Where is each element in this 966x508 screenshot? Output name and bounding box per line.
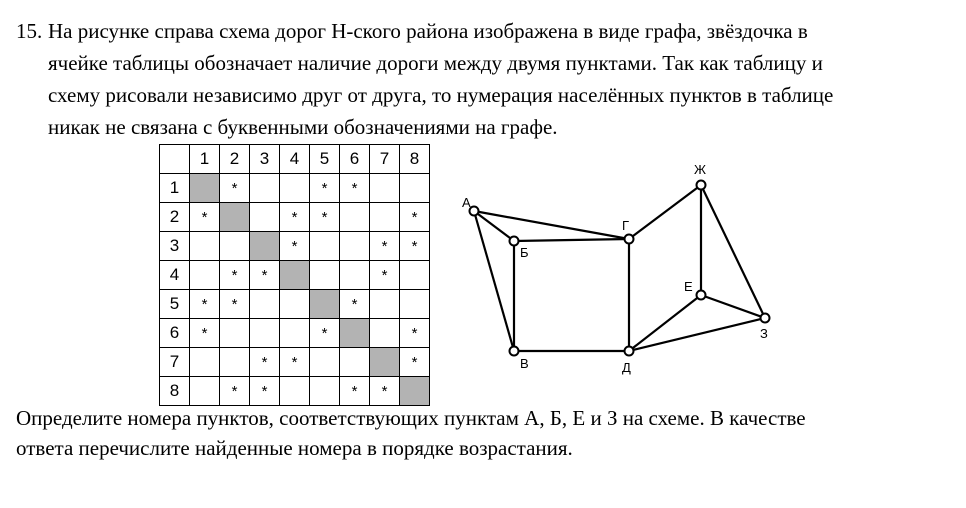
table-row bbox=[160, 232, 430, 261]
table-column-header: 1 bbox=[190, 145, 220, 174]
table-cell: * bbox=[400, 319, 430, 348]
table-cell bbox=[400, 290, 430, 319]
table-row-header: 5 bbox=[160, 290, 190, 319]
table-cell bbox=[340, 203, 370, 232]
table-cell bbox=[340, 348, 370, 377]
graph-node bbox=[470, 207, 479, 216]
table-row bbox=[160, 319, 430, 348]
table-cell: * bbox=[190, 290, 220, 319]
graph-node bbox=[510, 237, 519, 246]
table-cell: * bbox=[310, 319, 340, 348]
table-diagonal-cell bbox=[370, 348, 400, 377]
table-cell bbox=[340, 232, 370, 261]
table-diagonal-cell bbox=[310, 290, 340, 319]
table-cell bbox=[370, 290, 400, 319]
table-cell bbox=[310, 348, 340, 377]
task-paragraph bbox=[48, 15, 908, 143]
table-cell: * bbox=[370, 261, 400, 290]
table-cell bbox=[190, 232, 220, 261]
graph-node-label: З bbox=[760, 326, 768, 341]
road-graph bbox=[440, 150, 780, 390]
graph-edge bbox=[514, 239, 629, 241]
table-cell bbox=[340, 261, 370, 290]
table-cell bbox=[250, 319, 280, 348]
table-cell: * bbox=[190, 319, 220, 348]
table-cell: * bbox=[250, 261, 280, 290]
table-cell bbox=[400, 174, 430, 203]
table-cell bbox=[280, 319, 310, 348]
table-cell bbox=[250, 174, 280, 203]
table-row bbox=[160, 174, 430, 203]
table-cell: * bbox=[340, 290, 370, 319]
table-diagonal-cell bbox=[400, 377, 430, 406]
graph-node-label: Д bbox=[622, 360, 631, 375]
table-row bbox=[160, 261, 430, 290]
table-cell: * bbox=[220, 377, 250, 406]
table-cell bbox=[220, 232, 250, 261]
task-line: На рисунке справа схема дорог Н-ского района изображена в виде графа, звёздочка в bbox=[48, 19, 808, 43]
graph-node bbox=[625, 347, 634, 356]
table-row bbox=[160, 203, 430, 232]
graph-edge bbox=[474, 211, 514, 351]
table-cell: * bbox=[280, 348, 310, 377]
table-column-header: 2 bbox=[220, 145, 250, 174]
table-cell: * bbox=[250, 348, 280, 377]
table-cell: * bbox=[220, 174, 250, 203]
table-row-header: 6 bbox=[160, 319, 190, 348]
table-cell: * bbox=[400, 348, 430, 377]
table-cell: * bbox=[220, 290, 250, 319]
graph-node-label: Б bbox=[520, 245, 529, 260]
table-column-header: 3 bbox=[250, 145, 280, 174]
table-cell bbox=[310, 232, 340, 261]
table-diagonal-cell bbox=[190, 174, 220, 203]
table-cell: * bbox=[370, 232, 400, 261]
table-row bbox=[160, 290, 430, 319]
table-cell bbox=[220, 348, 250, 377]
table-row bbox=[160, 348, 430, 377]
table-column-header: 6 bbox=[340, 145, 370, 174]
table-row-header: 3 bbox=[160, 232, 190, 261]
table-diagonal-cell bbox=[340, 319, 370, 348]
table-cell: * bbox=[340, 174, 370, 203]
table-cell bbox=[250, 290, 280, 319]
table-column-header: 4 bbox=[280, 145, 310, 174]
table-cell bbox=[190, 348, 220, 377]
table-cell bbox=[190, 261, 220, 290]
table-cell bbox=[220, 319, 250, 348]
table-diagonal-cell bbox=[220, 203, 250, 232]
table-cell: * bbox=[190, 203, 220, 232]
table-column-header: 5 bbox=[310, 145, 340, 174]
graph-node-label: В bbox=[520, 356, 529, 371]
graph-node-label: А bbox=[462, 195, 471, 210]
graph-node bbox=[625, 235, 634, 244]
table-cell bbox=[310, 261, 340, 290]
table-cell: * bbox=[310, 174, 340, 203]
table-corner-cell bbox=[160, 145, 190, 174]
table-diagonal-cell bbox=[250, 232, 280, 261]
table-cell bbox=[370, 319, 400, 348]
table-column-header: 7 bbox=[370, 145, 400, 174]
graph-node-label: Е bbox=[684, 279, 693, 294]
table-cell bbox=[310, 377, 340, 406]
table-cell bbox=[250, 203, 280, 232]
table-cell: * bbox=[250, 377, 280, 406]
table-header-row bbox=[160, 145, 430, 174]
task-number: 15. bbox=[16, 19, 43, 43]
table-row bbox=[160, 377, 430, 406]
table-cell: * bbox=[310, 203, 340, 232]
table-row-header: 8 bbox=[160, 377, 190, 406]
graph-node bbox=[761, 314, 770, 323]
graph-node-label: Ж bbox=[694, 162, 707, 177]
graph-node-label: Г bbox=[622, 218, 630, 233]
table-cell bbox=[280, 377, 310, 406]
table-cell bbox=[370, 203, 400, 232]
question-paragraph bbox=[16, 403, 916, 463]
table-diagonal-cell bbox=[280, 261, 310, 290]
table-cell bbox=[190, 377, 220, 406]
table-row-header: 2 bbox=[160, 203, 190, 232]
table-cell bbox=[280, 174, 310, 203]
table-cell bbox=[280, 290, 310, 319]
table-row-header: 4 bbox=[160, 261, 190, 290]
table-cell: * bbox=[280, 232, 310, 261]
table-row-header: 7 bbox=[160, 348, 190, 377]
task-line: никак не связана с буквенными обозначениями на графе. bbox=[48, 115, 558, 139]
table-cell: * bbox=[400, 203, 430, 232]
table-row-header: 1 bbox=[160, 174, 190, 203]
table-cell: * bbox=[370, 377, 400, 406]
graph-node bbox=[697, 181, 706, 190]
table-column-header: 8 bbox=[400, 145, 430, 174]
question-line: ответа перечислите найденные номера в порядке возрастания. bbox=[16, 436, 573, 460]
graph-edge bbox=[629, 185, 701, 239]
table-cell bbox=[400, 261, 430, 290]
task-line: схему рисовали независимо друг от друга, то нумерация населённых пунктов в таблице bbox=[48, 83, 834, 107]
table-cell: * bbox=[280, 203, 310, 232]
graph-node bbox=[697, 291, 706, 300]
adjacency-table bbox=[159, 144, 430, 406]
question-line: Определите номера пунктов, соответствующих пунктам А, Б, Е и З на схеме. В качестве bbox=[16, 406, 806, 430]
table-cell: * bbox=[340, 377, 370, 406]
graph-node bbox=[510, 347, 519, 356]
graph-edge bbox=[474, 211, 629, 239]
table-cell: * bbox=[220, 261, 250, 290]
table-cell: * bbox=[400, 232, 430, 261]
task-line: ячейке таблицы обозначает наличие дороги между двумя пунктами. Так как таблицу и bbox=[48, 51, 823, 75]
table-cell bbox=[370, 174, 400, 203]
